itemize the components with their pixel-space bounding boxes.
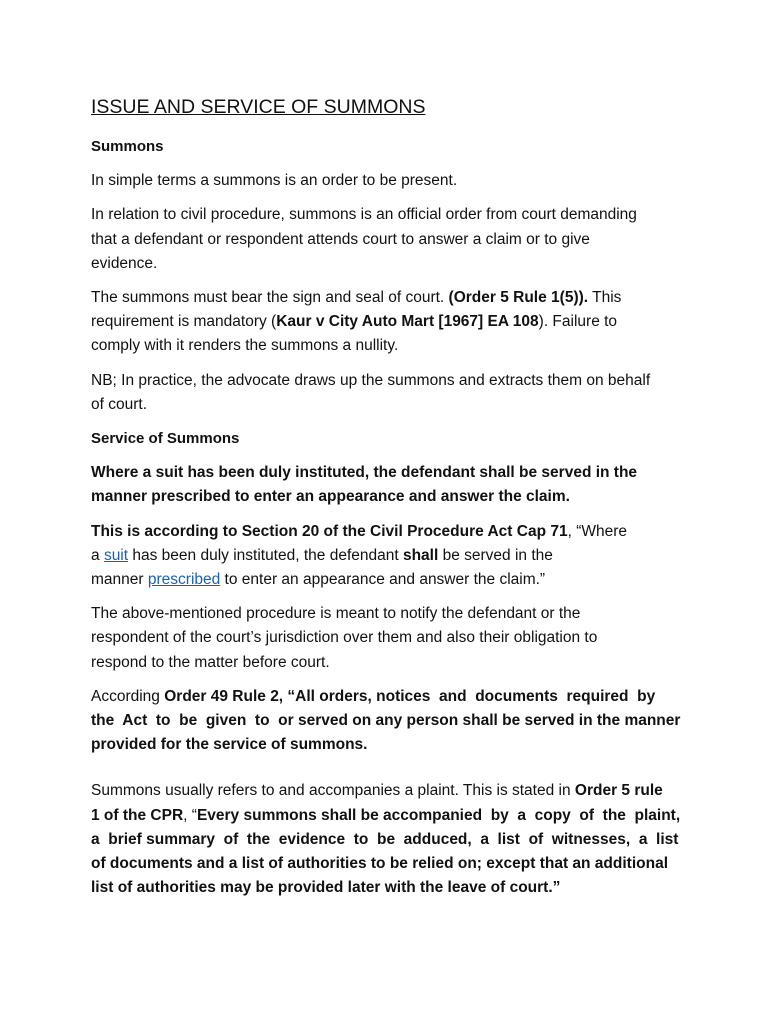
text-line — [91, 286, 689, 310]
bold-shall: shall — [402, 546, 439, 564]
paragraph-procedure-purpose — [91, 602, 689, 675]
paragraph-nb — [91, 369, 689, 417]
text-line — [91, 310, 689, 334]
page-title: ISSUE AND SERVICE OF SUMMONS — [91, 96, 426, 118]
text-run: manner — [91, 571, 148, 589]
heading-summons: Summons — [91, 138, 164, 155]
citation-order-5-rule-1-5: (Order 5 Rule 1(5)). — [448, 289, 589, 307]
citation-cpr: 1 of the CPR — [91, 806, 184, 824]
text-line: of documents and a list of authorities to be relied on; except that an additional — [91, 855, 669, 873]
heading-service-of-summons: Service of Summons — [91, 430, 240, 448]
paragraph-sign-and-seal — [91, 286, 689, 359]
text-line: a brief summary of the evidence to be adduced, a list of witnesses, a list — [91, 830, 679, 848]
paragraph-civil-procedure — [91, 203, 689, 276]
paragraph-definition — [91, 169, 689, 193]
paragraph-order-49 — [91, 685, 689, 758]
text-line: list of authorities may be provided later with the leave of court.” — [91, 879, 561, 897]
text-line — [91, 520, 689, 544]
text-line: comply with it renders the summons a nullity. — [91, 337, 399, 355]
document-body — [91, 94, 689, 910]
text-line: The above-mentioned procedure is meant to notify the defendant or the — [91, 605, 581, 623]
text-line — [91, 568, 689, 592]
text-line — [91, 804, 689, 828]
text-line: respond to the matter before court. — [91, 653, 330, 671]
text-line: respondent of the court’s jurisdiction over them and also their obligation to — [91, 629, 598, 647]
paragraph-suit-instituted — [91, 461, 689, 509]
text-line — [91, 685, 689, 709]
text-run: The summons must bear the sign and seal of court. — [91, 289, 449, 307]
text-line: that a defendant or respondent attends court to answer a claim or to give — [91, 230, 590, 248]
text-run: requirement is mandatory ( — [91, 313, 277, 331]
paragraph-text: In simple terms a summons is an order to be present. — [91, 172, 458, 190]
text-run: be served in the — [438, 546, 553, 564]
link-suit[interactable]: suit — [103, 546, 129, 564]
text-line: provided for the service of summons. — [91, 736, 368, 754]
text-line: of court. — [91, 395, 147, 413]
text-line: Where a suit has been duly instituted, the defendant shall be served in the — [91, 464, 638, 482]
text-line — [91, 779, 689, 803]
paragraph-section-20 — [91, 520, 689, 593]
citation-kaur-v-city-auto-mart: Kaur v City Auto Mart [1967] EA 108 — [276, 313, 539, 331]
text-line — [91, 544, 689, 568]
quote-text: Every summons shall be accompanied by a copy of the plaint, — [196, 806, 681, 824]
text-run: to enter an appearance and answer the claim.” — [220, 571, 546, 589]
text-run: This — [588, 289, 622, 307]
citation-section-20: This is according to Section 20 of the Civil Procedure Act Cap 71 — [91, 522, 568, 540]
text-run: , “Where — [567, 522, 628, 540]
text-line: the Act to be given to or served on any person shall be served in the manner — [91, 712, 681, 730]
text-line: In relation to civil procedure, summons is an official order from court demanding — [91, 206, 637, 224]
text-run: According — [91, 687, 165, 705]
text-run: , “ — [183, 806, 197, 824]
text-run: has been duly instituted, the defendant — [128, 546, 403, 564]
text-line: NB; In practice, the advocate draws up the summons and extracts them on behalf — [91, 371, 651, 389]
paragraph-order-5-rule-1 — [91, 779, 689, 900]
citation-order-49-rule-2: Order 49 Rule 2, “All orders, notices and documents required by — [164, 687, 656, 705]
link-prescribed[interactable]: prescribed — [147, 571, 221, 589]
citation-order-5-rule-1: Order 5 rule — [574, 782, 663, 800]
text-run: ). Failure to — [538, 313, 618, 331]
text-line: evidence. — [91, 254, 158, 272]
text-run: a — [91, 546, 104, 564]
text-run: Summons usually refers to and accompanies a plaint. This is stated in — [91, 782, 575, 800]
text-line: manner prescribed to enter an appearance and answer the claim. — [91, 488, 570, 506]
